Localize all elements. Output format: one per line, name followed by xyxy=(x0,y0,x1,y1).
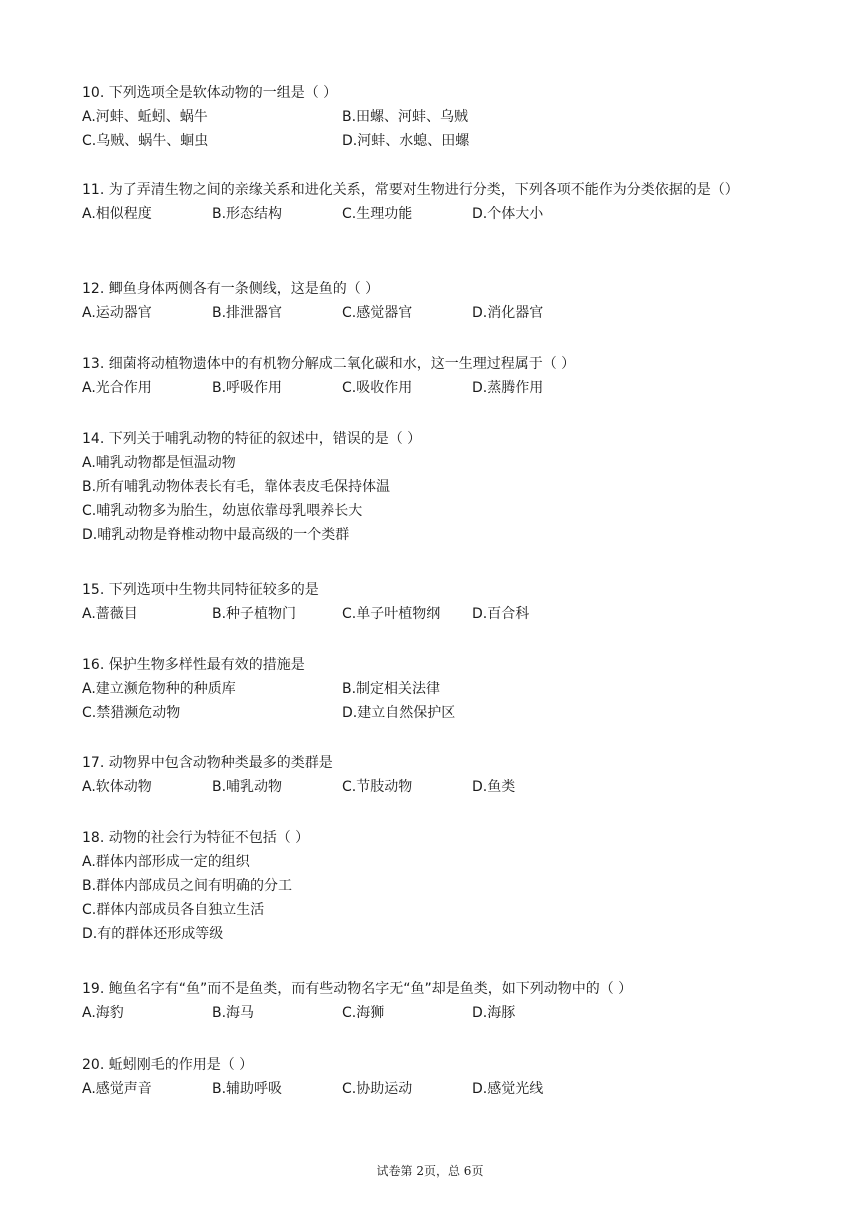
option-c: C.群体内部成员各自独立生活 xyxy=(82,902,265,918)
options xyxy=(82,105,782,153)
option-b: B.形态结构 xyxy=(212,206,283,222)
question-13 xyxy=(82,352,782,400)
option-a: A.海豹 xyxy=(82,1005,124,1021)
question-stem: 17. 动物界中包含动物种类最多的类群是 xyxy=(82,755,333,771)
question-stem: 20. 蚯蚓刚毛的作用是（ ） xyxy=(82,1057,254,1073)
option-d: D.建立自然保护区 xyxy=(342,705,456,721)
option-c: C.禁猎濒危动物 xyxy=(82,705,181,721)
option-a: A.河蚌、蚯蚓、蜗牛 xyxy=(82,109,208,125)
option-a: A.建立濒危物种的种质库 xyxy=(82,681,236,697)
question-19 xyxy=(82,977,782,1025)
options xyxy=(82,1077,782,1101)
question-12 xyxy=(82,277,782,325)
option-c: C.哺乳动物多为胎生，幼崽依靠母乳喂养长大 xyxy=(82,503,363,519)
option-d: D.河蚌、水螅、田螺 xyxy=(342,133,470,149)
options xyxy=(82,202,782,226)
option-a: A.蔷薇目 xyxy=(82,606,138,622)
option-d: D.有的群体还形成等级 xyxy=(82,926,224,942)
question-15 xyxy=(82,578,782,626)
option-b: B.种子植物门 xyxy=(212,606,297,622)
option-c: C.节肢动物 xyxy=(342,779,413,795)
question-stem: 11. 为了弄清生物之间的亲缘关系和进化关系，常要对生物进行分类，下列各项不能作为分类依据的是（） xyxy=(82,182,739,198)
question-stem: 18. 动物的社会行为特征不包括（ ） xyxy=(82,830,310,846)
option-a: A.哺乳动物都是恒温动物 xyxy=(82,455,236,471)
question-17 xyxy=(82,751,782,799)
options xyxy=(82,301,782,325)
option-d: D.个体大小 xyxy=(472,206,544,222)
question-stem: 10. 下列选项全是软体动物的一组是（ ） xyxy=(82,85,338,101)
option-a: A.运动器官 xyxy=(82,305,152,321)
options xyxy=(82,775,782,799)
option-b: B.排泄器官 xyxy=(212,305,283,321)
option-d: D.消化器官 xyxy=(472,305,544,321)
option-a: A.软体动物 xyxy=(82,779,152,795)
options xyxy=(82,376,782,400)
question-14 xyxy=(82,427,782,547)
option-d: D.海豚 xyxy=(472,1005,516,1021)
option-a: A.感觉声音 xyxy=(82,1081,152,1097)
options xyxy=(82,602,782,626)
option-d: D.蒸腾作用 xyxy=(472,380,544,396)
option-d: D.感觉光线 xyxy=(472,1081,544,1097)
option-b: B.制定相关法律 xyxy=(342,681,441,697)
option-b: B.辅助呼吸 xyxy=(212,1081,283,1097)
question-10 xyxy=(82,81,782,153)
option-b: B.哺乳动物 xyxy=(212,779,283,795)
options xyxy=(82,850,782,946)
options xyxy=(82,451,782,547)
question-16 xyxy=(82,653,782,725)
option-b: B.海马 xyxy=(212,1005,255,1021)
option-b: B.呼吸作用 xyxy=(212,380,283,396)
option-c: C.协助运动 xyxy=(342,1081,413,1097)
option-c: C.乌贼、蜗牛、蛔虫 xyxy=(82,133,209,149)
option-c: C.海狮 xyxy=(342,1005,385,1021)
option-b: B.群体内部成员之间有明确的分工 xyxy=(82,878,293,894)
page-footer: 试卷第 2页，总 6页 xyxy=(376,1164,484,1178)
option-b: B.所有哺乳动物体表长有毛，靠体表皮毛保持体温 xyxy=(82,479,391,495)
option-c: C.吸收作用 xyxy=(342,380,413,396)
option-b: B.田螺、河蚌、乌贼 xyxy=(342,109,469,125)
options xyxy=(82,677,782,725)
option-c: C.感觉器官 xyxy=(342,305,413,321)
option-a: A.群体内部形成一定的组织 xyxy=(82,854,250,870)
option-c: C.生理功能 xyxy=(342,206,413,222)
question-11 xyxy=(82,178,782,226)
option-a: A.光合作用 xyxy=(82,380,152,396)
options xyxy=(82,1001,782,1025)
question-stem: 13. 细菌将动植物遗体中的有机物分解成二氧化碳和水，这一生理过程属于（ ） xyxy=(82,356,576,372)
question-stem: 12. 鲫鱼身体两侧各有一条侧线，这是鱼的（ ） xyxy=(82,281,380,297)
question-20 xyxy=(82,1053,782,1101)
question-stem: 14. 下列关于哺乳动物的特征的叙述中，错误的是（ ） xyxy=(82,431,422,447)
question-stem: 16. 保护生物多样性最有效的措施是 xyxy=(82,657,305,673)
option-a: A.相似程度 xyxy=(82,206,152,222)
option-c: C.单子叶植物纲 xyxy=(342,606,441,622)
option-d: D.哺乳动物是脊椎动物中最高级的一个类群 xyxy=(82,527,350,543)
question-stem: 19. 鲍鱼名字有“鱼”而不是鱼类，而有些动物名字无“鱼”却是鱼类，如下列动物中的（ ） xyxy=(82,981,633,997)
option-d: D.百合科 xyxy=(472,606,530,622)
option-d: D.鱼类 xyxy=(472,779,516,795)
question-stem: 15. 下列选项中生物共同特征较多的是 xyxy=(82,582,319,598)
question-18 xyxy=(82,826,782,946)
